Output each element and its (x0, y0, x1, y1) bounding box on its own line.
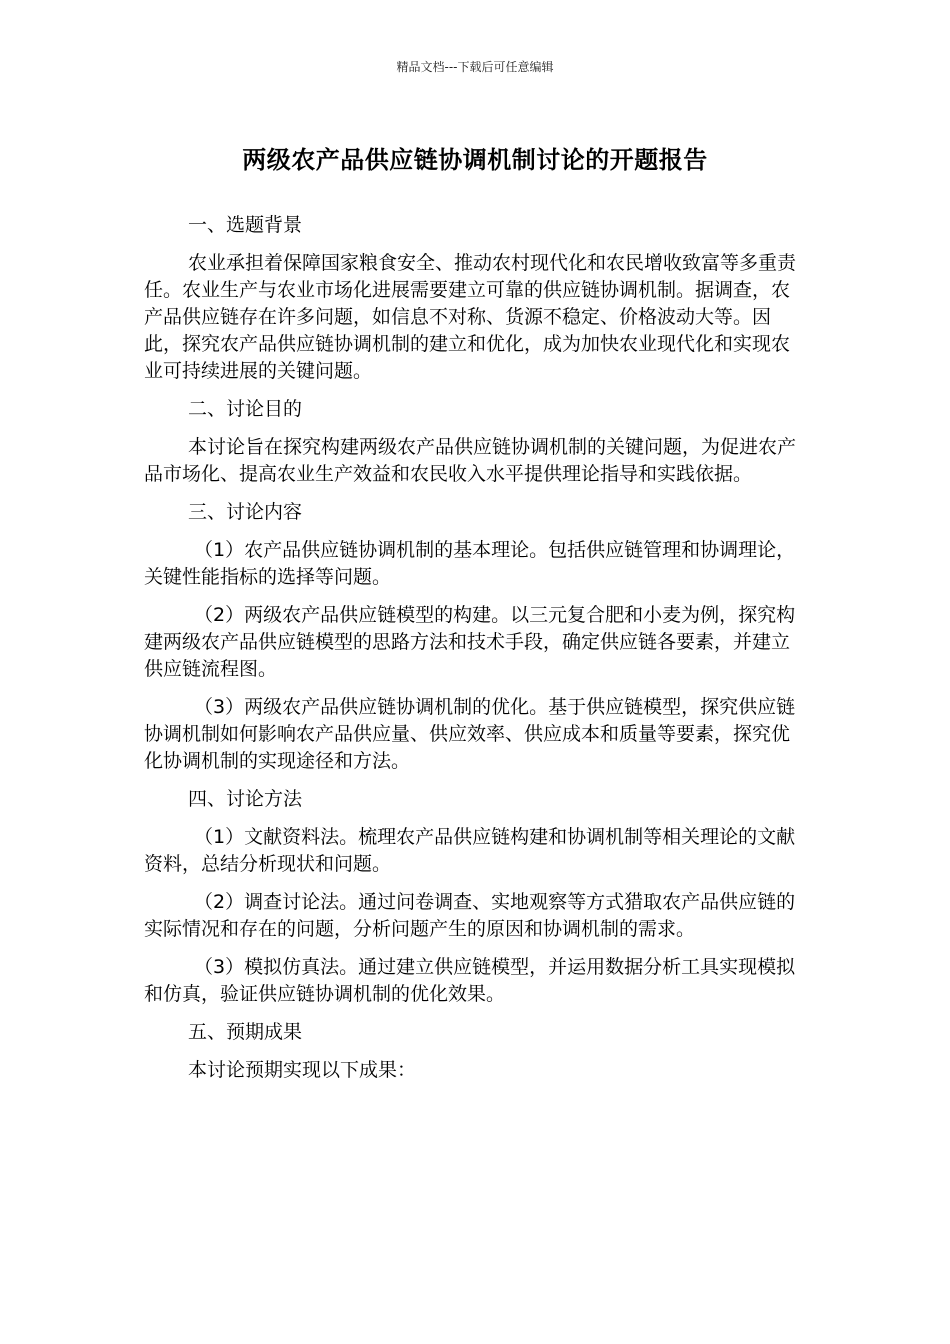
section-heading-background: 一、选题背景 (188, 214, 303, 236)
document-title: 两级农产品供应链协调机制讨论的开题报告 (242, 146, 708, 174)
section-heading-purpose: 二、讨论目的 (188, 398, 303, 420)
results-paragraph: 本讨论预期实现以下成果： (188, 1059, 417, 1081)
header-note: 精品文档---下载后可任意编辑 (396, 60, 554, 74)
section-heading-content: 三、讨论内容 (188, 501, 303, 523)
section-heading-methods: 四、讨论方法 (188, 788, 303, 810)
content-item: （1）农产品供应链协调机制的基本理论。包括供应链管理和协调理论，关键性能指标的选择等问题。 (144, 539, 796, 588)
content-item: （3）两级农产品供应链协调机制的优化。基于供应链模型，探究供应链协调机制如何影响农产品供应量、供应效率、供应成本和质量等要素，探究优化协调机制的实现途径和方法。 (144, 696, 796, 772)
document-body (144, 212, 806, 1095)
section-heading-results: 五、预期成果 (188, 1021, 303, 1043)
method-item: （1）文献资料法。梳理农产品供应链构建和协调机制等相关理论的文献资料，总结分析现状和问题。 (144, 826, 796, 875)
method-item: （3）模拟仿真法。通过建立供应链模型，并运用数据分析工具实现模拟和仿真，验证供应链协调机制的优化效果。 (144, 956, 796, 1005)
background-paragraph: 农业承担着保障国家粮食安全、推动农村现代化和农民增收致富等多重责任。农业生产与农业市场化进展需要建立可靠的供应链协调机制。据调查，农产品供应链存在许多问题，如信息不对称、货源不稳定、价格波动大等。因此，探究农产品供应链协调机制的建立和优化，成为加快农业现代化和实现农业可持续进展的关键问题。 (144, 252, 797, 382)
content-item: （2）两级农产品供应链模型的构建。以三元复合肥和小麦为例，探究构建两级农产品供应链模型的思路方法和技术手段，确定供应链各要素，并建立供应链流程图。 (144, 604, 796, 680)
purpose-paragraph: 本讨论旨在探究构建两级农产品供应链协调机制的关键问题，为促进农产品市场化、提高农业生产效益和农民收入水平提供理论指导和实践依据。 (144, 436, 797, 485)
method-item: （2）调查讨论法。通过问卷调查、实地观察等方式猎取农产品供应链的实际情况和存在的问题，分析问题产生的原因和协调机制的需求。 (144, 891, 796, 940)
